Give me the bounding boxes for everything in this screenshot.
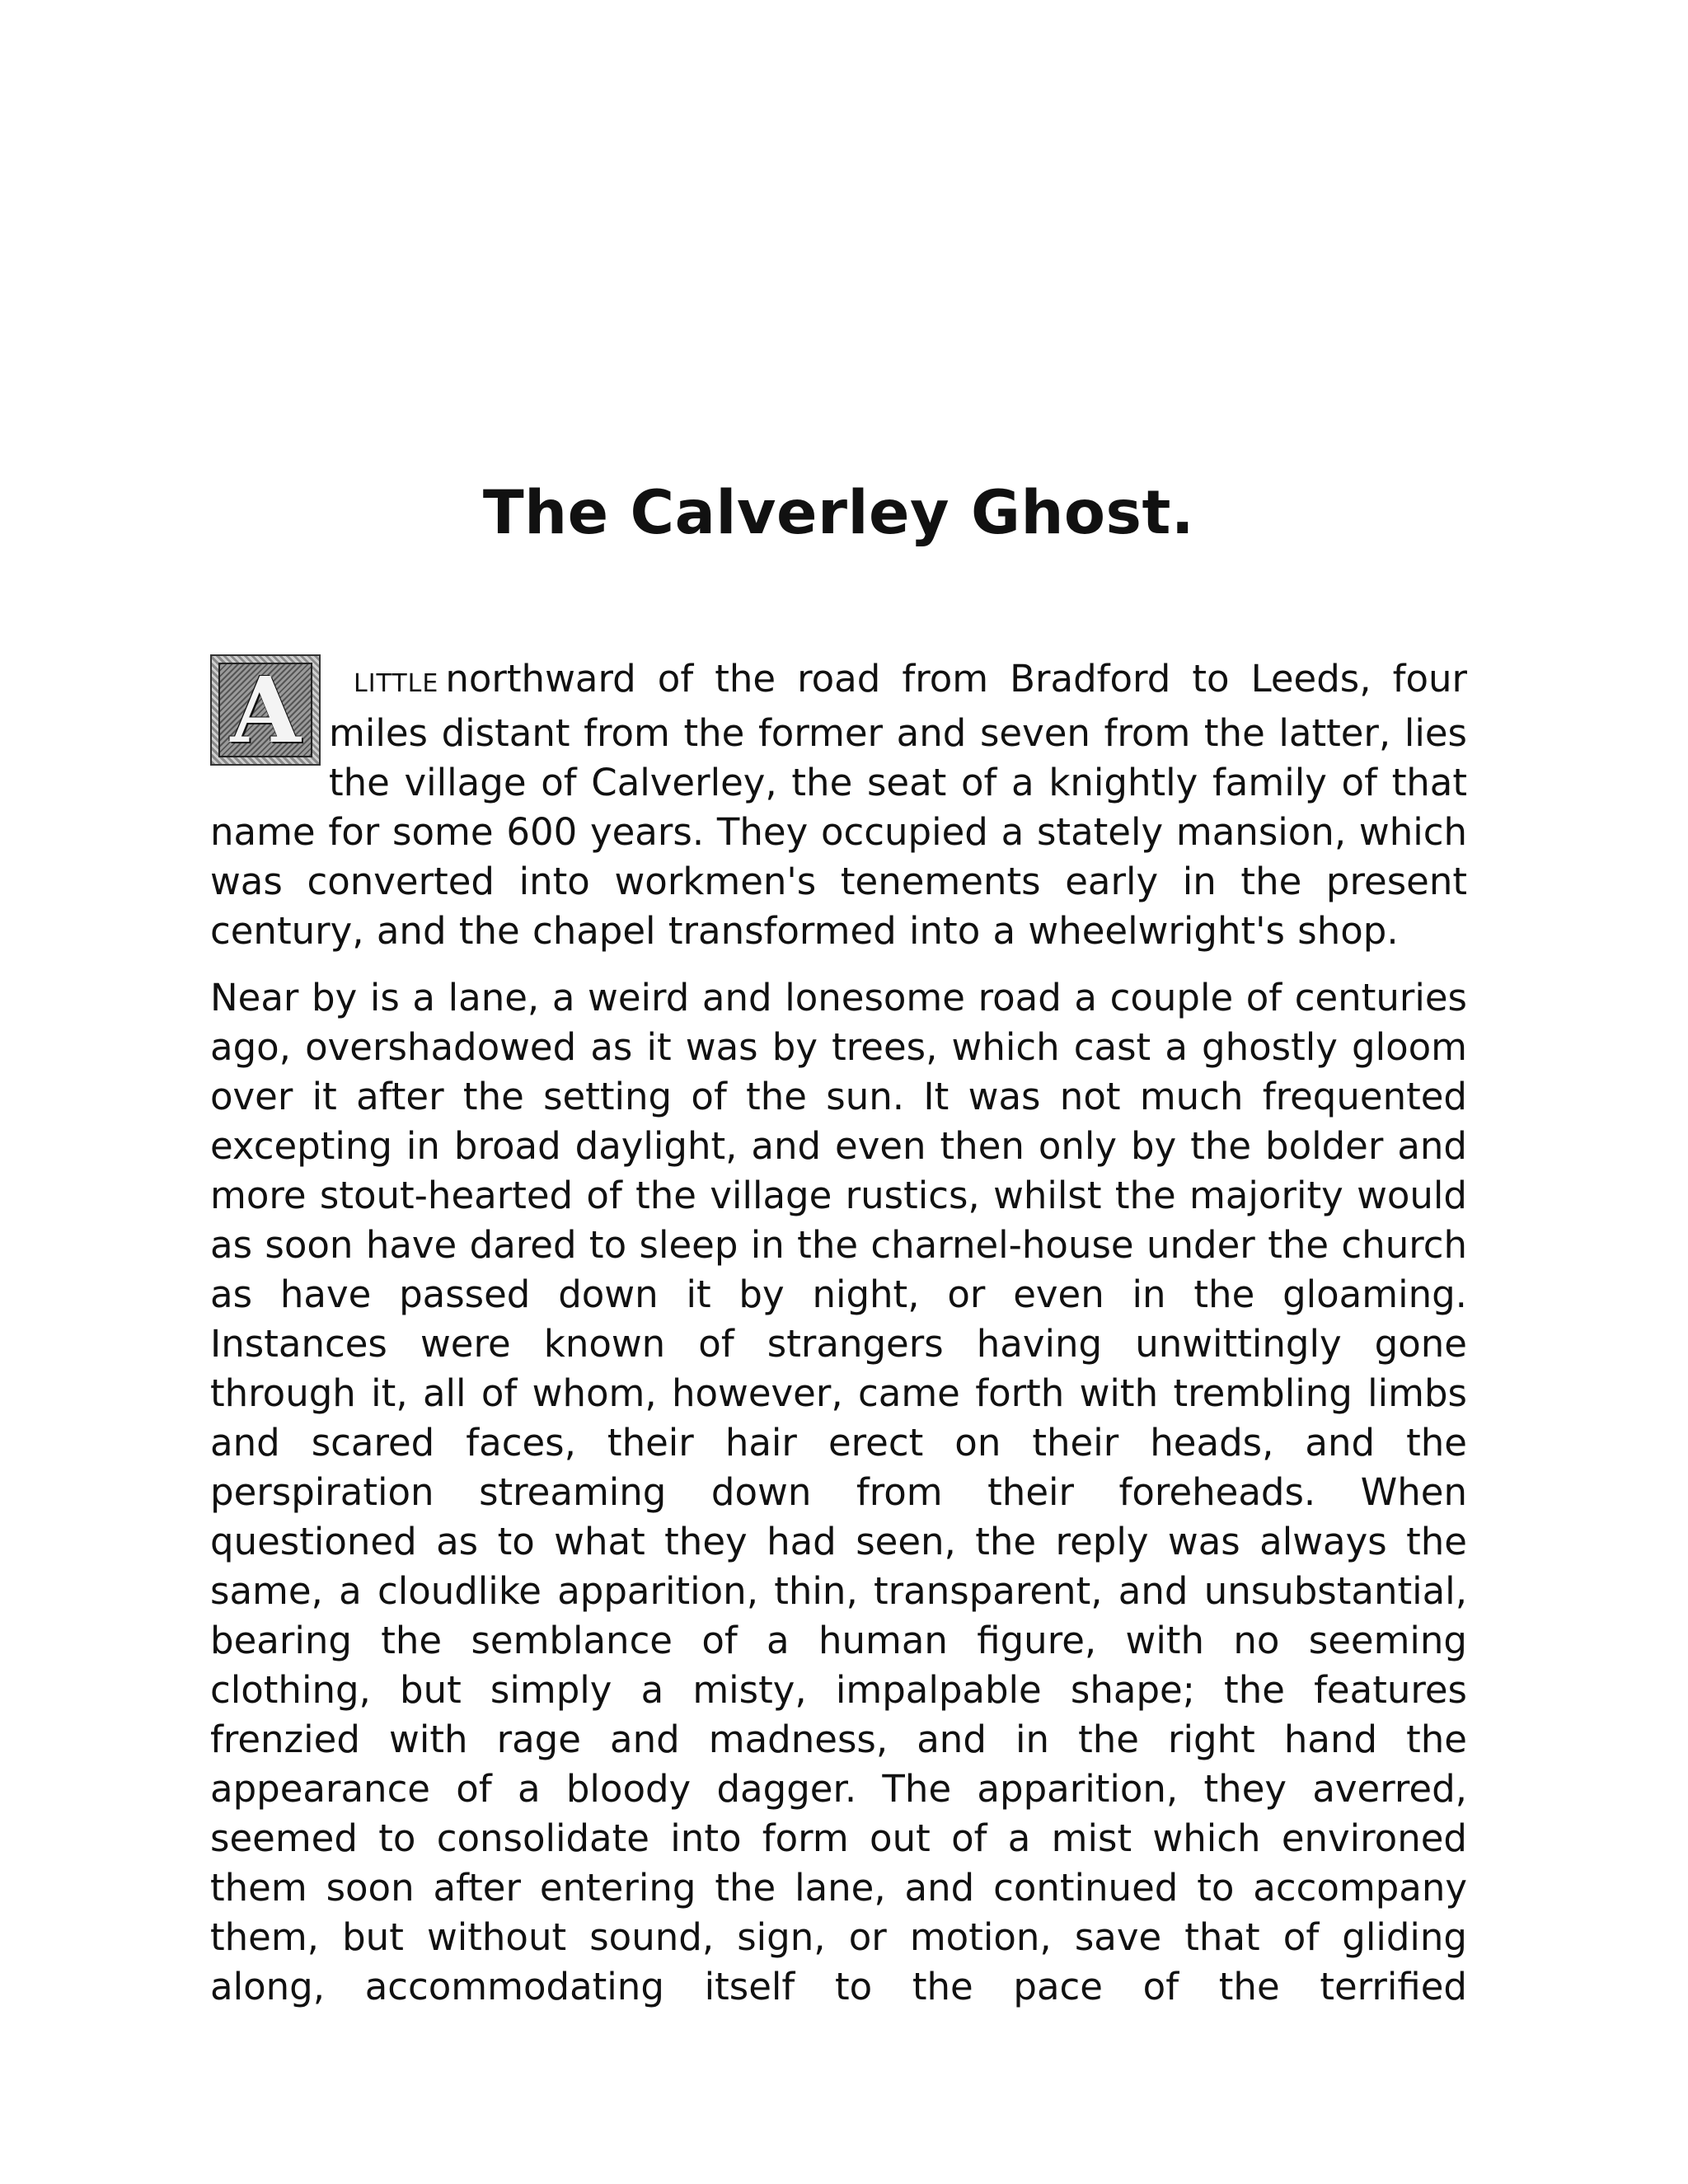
paragraph-1-text: northward of the road from Bradford to Leeds, four miles distant from the former and seven from the latter, lies the village of Calverley, the seat of a knightly family of that name for some 600 years. They occupied a stately mansion, which was converted into workmen's tenements early in the present century, and the chapel transformed into a wheelwright's shop. [210, 657, 1467, 953]
drop-cap-letter: A [230, 656, 301, 763]
body-text [210, 654, 1467, 2012]
paragraph-2: Near by is a lane, a weird and lonesome road a couple of centuries ago, overshadowed as it was by trees, which cast a ghostly gloom over it after the setting of the sun. It was not much frequented excepting in broad daylight, and even then only by the bolder and more stout-hearted of the village rustics, whilst the majority would as soon have dared to sleep in the charnel-house under the church as have passed down it by night, or even in the gloaming. Instances were known of strangers having unwittingly gone through it, all of whom, however, came forth with trembling limbs and scared faces, their hair erect on their heads, and the perspiration streaming down from their foreheads. When questioned as to what they had seen, the reply was always the same, a cloudlike apparition, thin, transparent, and unsubstantial, bearing the semblance of a human figure, with no seeming clothing, but simply a misty, impalpable shape; the features frenzied with rage and madness, and in the right hand the appearance of a bloody dagger. The apparition, they averred, seemed to consolidate into form out of a mist which environed them soon after entering the lane, and continued to accompany them, but without sound, sign, or motion, save that of gliding along, accommodating itself to the pace of the terrified [210, 976, 1467, 2008]
page-title: The Calverley Ghost. [482, 478, 1195, 548]
paragraph-1 [210, 654, 1467, 956]
document-page [210, 0, 1467, 2184]
illuminated-drop-cap-icon [210, 654, 321, 766]
first-word-smallcaps: LITTLE [354, 669, 439, 698]
